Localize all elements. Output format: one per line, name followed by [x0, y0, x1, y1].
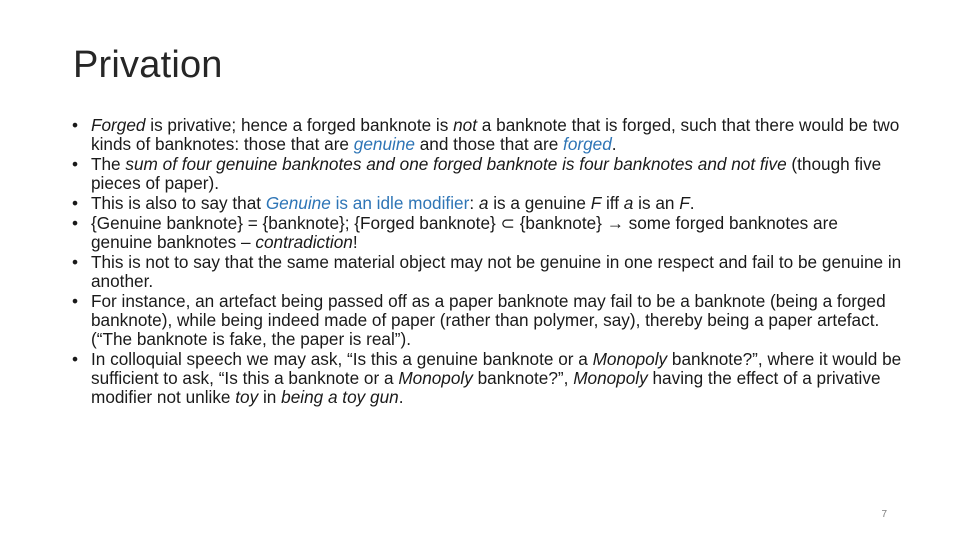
text: and those that are	[414, 134, 564, 154]
text: having the effect of a privative modifier not unlike	[91, 368, 881, 407]
variable-a: a	[478, 193, 489, 213]
bullet-glyph: •	[72, 154, 79, 174]
text: This is not to say that the same material object may not be genuine in one respect and fail to be genuine in another.	[91, 252, 902, 291]
text: in	[258, 387, 282, 407]
variable-a: a	[623, 193, 634, 213]
text: .	[398, 387, 404, 407]
bullet-item	[72, 116, 902, 154]
text: some forged banknotes are genuine banknotes –	[91, 213, 838, 252]
bullet-glyph: •	[72, 291, 79, 311]
text: iff	[601, 193, 624, 213]
emphasis-not: not	[453, 115, 478, 135]
bullet-item	[72, 214, 902, 252]
text: .	[611, 134, 617, 154]
bullet-glyph: •	[72, 349, 79, 369]
term-forged: Forged	[91, 115, 146, 135]
variable-f: F	[590, 193, 602, 213]
bullet-list	[72, 116, 902, 408]
bullet-item	[72, 292, 902, 349]
term-toy: toy	[235, 387, 259, 407]
text: {Genuine banknote} = {banknote}; {Forged banknote}	[91, 213, 501, 233]
term-monopoly: Monopoly	[573, 368, 648, 388]
term-forged-blue: forged	[563, 134, 612, 154]
text: {banknote}	[514, 213, 607, 233]
text: .	[689, 193, 695, 213]
term-genuine: Genuine	[265, 193, 331, 213]
term-genuine: genuine	[353, 134, 415, 154]
bullet-item	[72, 194, 902, 213]
text: This is also to say that	[91, 193, 266, 213]
text: !	[352, 232, 358, 252]
term-toy-gun: being a toy gun	[281, 387, 399, 407]
text: banknote?”, where it would be sufficient to ask, “Is this a banknote or a	[91, 349, 902, 388]
text: banknote?”,	[472, 368, 574, 388]
subset-symbol: ⊂	[500, 213, 515, 233]
arrow-icon: →	[606, 213, 624, 233]
idle-modifier-text: is an idle modifier	[330, 193, 470, 213]
bullet-glyph: •	[72, 252, 79, 272]
term-monopoly: Monopoly	[398, 368, 473, 388]
text: is a genuine	[488, 193, 591, 213]
text: For instance, an artefact being passed off as a paper banknote may fail to be a banknote (being a forged banknote), while being indeed made of paper (rather than polymer, say), thereby being a paper artefact. (“The banknote is fake, the paper is real”).	[91, 291, 886, 349]
text: In colloquial speech we may ask, “Is this a genuine banknote or a	[91, 349, 593, 369]
text: is an	[633, 193, 680, 213]
bullet-glyph: •	[72, 213, 79, 233]
text: a banknote that is forged, such that there would be two kinds of banknotes: those that are	[91, 115, 900, 154]
text: :	[469, 193, 479, 213]
bullet-item	[72, 350, 902, 407]
bullet-glyph: •	[72, 115, 79, 135]
text: The	[91, 154, 126, 174]
emphasis-sum: sum of four genuine banknotes and one forged banknote is four banknotes and not five	[125, 154, 787, 174]
emphasis-contradiction: contradiction	[255, 232, 353, 252]
slide-title: Privation	[73, 44, 223, 86]
variable-f: F	[679, 193, 690, 213]
term-monopoly: Monopoly	[592, 349, 668, 369]
text: (though five pieces of paper).	[91, 154, 882, 193]
text: is privative; hence a forged banknote is	[145, 115, 454, 135]
bullet-item	[72, 253, 902, 291]
bullet-item	[72, 155, 902, 193]
page-number: 7	[881, 509, 887, 520]
bullet-glyph: •	[72, 193, 79, 213]
